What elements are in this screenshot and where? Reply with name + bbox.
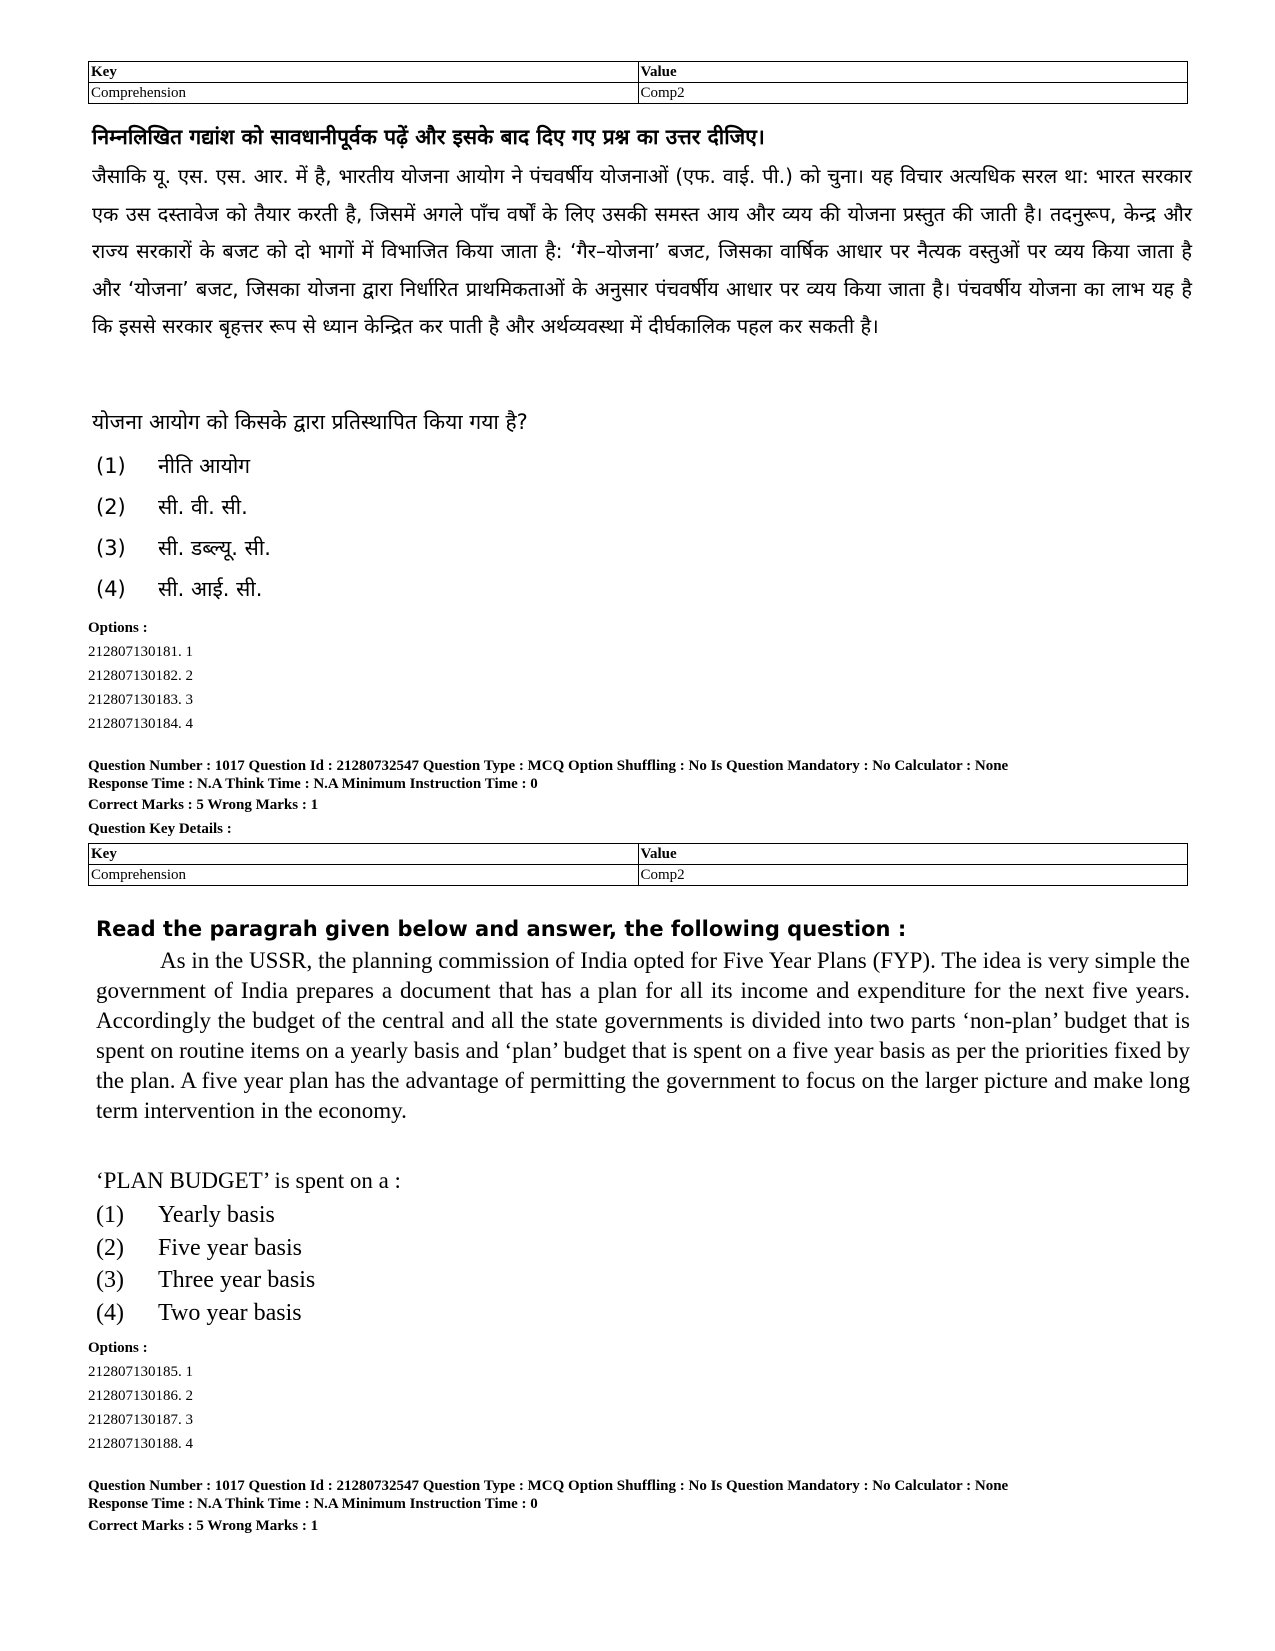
option-number: (2) — [96, 1234, 124, 1261]
option-text: Yearly basis — [158, 1202, 275, 1228]
option-text: सी. डब्ल्यू. सी. — [158, 536, 271, 560]
hindi-option-list — [96, 446, 271, 610]
key-cell: Comprehension — [89, 83, 639, 104]
question-info-line: Question Number : 1017 Question Id : 21280732547 Question Type : MCQ Option Shuffling : No Is Question Mandatory : No Calculator : None — [88, 1478, 1009, 1494]
option-text: सी. आई. सी. — [158, 577, 263, 601]
hindi-question: योजना आयोग को किसके द्वारा प्रतिस्थापित किया गया है? — [92, 410, 528, 434]
option-id: 212807130185. 1 — [88, 1364, 193, 1380]
option-number: (1) — [96, 454, 126, 478]
option-text: सी. वी. सी. — [158, 495, 248, 519]
value-cell: Comp2 — [638, 83, 1188, 104]
question-info-line: Question Number : 1017 Question Id : 21280732547 Question Type : MCQ Option Shuffling : No Is Question Mandatory : No Calculator : None — [88, 758, 1009, 774]
option-id: 212807130183. 3 — [88, 692, 193, 708]
hindi-option-1 — [96, 446, 271, 487]
question-info-line: Response Time : N.A Think Time : N.A Minimum Instruction Time : 0 — [88, 1496, 538, 1512]
question-info — [88, 1477, 1008, 1513]
hindi-option-4 — [96, 569, 271, 610]
question-info — [88, 757, 1008, 793]
english-option-list — [96, 1199, 315, 1329]
option-id: 212807130181. 1 — [88, 644, 193, 660]
option-text: Three year basis — [158, 1267, 316, 1293]
option-number: (3) — [96, 1267, 124, 1293]
option-number: (1) — [96, 1202, 124, 1228]
option-id-list — [88, 1360, 193, 1456]
option-id-list — [88, 640, 193, 736]
key-value-table — [88, 843, 1188, 886]
option-number: (4) — [96, 1299, 124, 1326]
table-header-row — [89, 844, 1188, 865]
key-header: Key — [89, 62, 639, 83]
hindi-instruction-heading: निम्नलिखित गद्यांश को सावधानीपूर्वक पढ़ें और इसके बाद दिए गए प्रश्न का उत्तर दीजिए। — [92, 125, 765, 149]
key-header: Key — [89, 844, 639, 865]
option-number: (2) — [96, 495, 126, 519]
english-option-3 — [96, 1264, 315, 1297]
option-number: (4) — [96, 577, 126, 601]
table-row — [89, 865, 1188, 886]
question-key-details-label: Question Key Details : — [88, 821, 232, 837]
english-question: ‘PLAN BUDGET’ is spent on a : — [96, 1168, 401, 1193]
english-option-2 — [96, 1232, 315, 1265]
english-passage: As in the USSR, the planning commission of India opted for Five Year Plans (FYP). The idea is very simple the government of India prepares a document that has a plan for all its income and expenditure for the next five years. Accordingly the budget of the central and all the state governments is divided into two parts ‘non-plan’ budget that is spent on routine items on a yearly basis and ‘plan’ budget that is spent on a five year basis as per the priorities fixed by the plan. A five year plan has the advantage of permitting the government to focus on the larger picture and make long term intervention in the economy. — [96, 948, 1190, 1123]
marks-line: Correct Marks : 5 Wrong Marks : 1 — [88, 1518, 319, 1534]
english-option-4 — [96, 1297, 315, 1330]
hindi-option-2 — [96, 487, 271, 528]
english-option-1 — [96, 1199, 315, 1232]
key-cell: Comprehension — [89, 865, 639, 886]
option-text: Five year basis — [158, 1234, 302, 1261]
marks-line: Correct Marks : 5 Wrong Marks : 1 — [88, 797, 319, 813]
option-number: (3) — [96, 536, 126, 560]
value-header: Value — [638, 62, 1188, 83]
question-info-line: Response Time : N.A Think Time : N.A Minimum Instruction Time : 0 — [88, 776, 538, 792]
options-block — [88, 616, 193, 736]
hindi-passage: जैसाकि यू. एस. एस. आर. में है, भारतीय योजना आयोग ने पंचवर्षीय योजनाओं (एफ. वाई. पी.) को चुना। यह विचार अत्यधिक सरल था: भारत सरकार एक उस दस्तावेज को तैयार करती है, जिसमें अगले पाँच वर्षों के लिए उसकी समस्त आय और व्यय की योजना प्रस्तुत की जाती है। तदनुरूप, केन्द्र और राज्य सरकारों के बजट को दो भागों में विभाजित किया जाता है: ‘गैर–योजना’ बजट, जिसका वार्षिक आधार पर नैत्यक वस्तुओं पर व्यय किया जाता है और ‘योजना’ बजट, जिसका योजना द्वारा निर्धारित प्राथमिकताओं के अनुसार पंचवर्षीय आधार पर व्यय किया जाता है। पंचवर्षीय योजना का लाभ यह है कि इससे सरकार बृहत्तर रूप से ध्यान केन्द्रित कर पाती है और अर्थव्यवस्था में दीर्घकालिक पहल कर सकती है। — [92, 164, 1192, 338]
key-value-table — [88, 61, 1188, 104]
option-id: 212807130188. 4 — [88, 1436, 193, 1452]
options-label: Options : — [88, 1340, 148, 1356]
options-block — [88, 1336, 193, 1456]
option-id: 212807130184. 4 — [88, 716, 193, 732]
option-id: 212807130186. 2 — [88, 1388, 193, 1404]
hindi-option-3 — [96, 528, 271, 569]
value-cell: Comp2 — [638, 865, 1188, 886]
value-header: Value — [638, 844, 1188, 865]
table-header-row — [89, 62, 1188, 83]
options-label: Options : — [88, 620, 148, 636]
option-id: 212807130187. 3 — [88, 1412, 193, 1428]
option-id: 212807130182. 2 — [88, 668, 193, 684]
option-text: नीति आयोग — [158, 454, 251, 478]
english-instruction-heading: Read the paragrah given below and answer, the following question : — [96, 917, 907, 941]
option-text: Two year basis — [158, 1299, 302, 1326]
table-row — [89, 83, 1188, 104]
